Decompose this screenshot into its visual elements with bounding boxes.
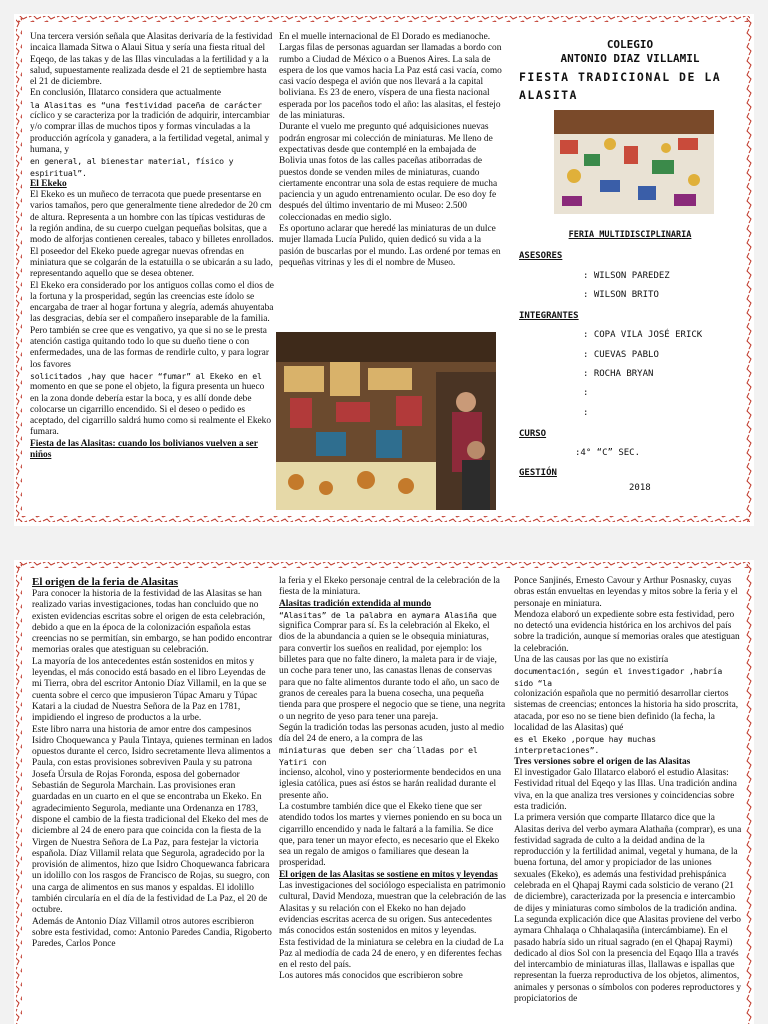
body-text: El Ekeko era considerado por los antiguos collas como el dios de la fortuna y la prosperidad, según las creencias este ídolo se encargaba de traer al hogar fortuna y alegría, además ahuyentaba las desgracias, debía ser el compañero inseparable de la familia. Pero también se cree que es vengativo, ya que si no se le presta atención castiga quitando todo lo que su dueño tiene o con enfermedades, una de las formas de rendirle culto, y para lograr los favores bbox=[30, 280, 274, 370]
course-label: CURSO bbox=[519, 428, 547, 439]
body-text: El investigador Galo Illatarco elaboró el estudio Alasitas: Festividad ritual del Eqeqo y las Illas. Una tradición andina viva, en la que analiza tres versiones y coincidencias sobre esta tradición. bbox=[514, 768, 737, 812]
body-text: Este libro narra una historia de amor entre dos campesinos Isidro Choquewanca y Paula Tintaya, quienes terminan en lados opuestos durante el cerco, Isidro secretamente lleva alimentos a Paula, con estas provisiones sobreviven Paula y su patrona Josefa Úrsula de Rojas Foronda, esposa del gobernador Sebastián de Segurola Marchain. Las provisiones eran guardadas en un cuarto en el que se encontraba un Ekeko. En agradecimiento Segurola, mediante una Ordenanza en 1783, dispone el cambio de la fiesta tradicional del Ekeko del mes de diciembre al 24 de enero para que coincida con la fiesta de la Virgen de Nuestra Señora de La Paz, para festejar la victoria española. Díaz Villamil relata que Segurola, agradecido por la provisión de alimentos, hizo que Isidro Choquewanca fabricara un idolillo con los rasgos de Francisco de Rojas, su suegro, con una carga de alimentos en sus manos y espaldas. El idolillo también circularía en el día de la festividad de La Paz, el 20 de octubre. bbox=[32, 724, 273, 916]
body-text: Los autores más conocidos que escribieron sobre bbox=[279, 971, 463, 982]
handwritten-line: documentación, según el investigador ,habría sido “la bbox=[514, 666, 723, 688]
body-text: Ponce Sanjinés, Ernesto Cavour y Arthur Posnasky, cuyas obras están envueltas en leyendas y mitos sobre la feria y el personaje en miniatura. bbox=[514, 576, 738, 609]
brochure-page-front bbox=[14, 14, 754, 526]
body-text: La segunda explicación dice que Alasitas proviene del verbo aymara Chhalaqa o Chhalaqasiña (intercámbiame). En el pasado habría sido un ritual sagrado (en el Qhapaj Raymi) dedicado al dios Sol con la presencia del Eqaqo Illa a través del intercambio de miniaturas illas, llallawas e ispallas que representan la fuerza reproductiva de los objetos, alimentos, animales y personas o símbolos con poderes reproductores y propiciatorios de bbox=[514, 914, 742, 1004]
body-text: cíclico y se caracteriza por la tradición de adquirir, intercambiar y/o comprar illas de muchos tipos y formas vinculadas a la producción agrícola y ganadera, a la fertilidad vegetal, animal y humana, y bbox=[30, 111, 270, 155]
member-name: : CUEVAS PABLO bbox=[583, 349, 659, 360]
body-text: La primera versión que comparte Illatarco dice que la Alasitas deriva del verbo aymara Alathaña (comprar), es una festividad sagrada de culto a la deidad andina de la reproducción y la fertilidad animal, vegetal y humana, de la buena fortuna, del amor y propiciador de las uniones sexuales (Ekeko), es además una festividad prehispánica celebrada en el Qhapaj Raymi cada solsticio de verano (21 de diciembre), caracterizada por la presencia e intercambio de dijes y miniaturas como símbolos de la tradición andina. bbox=[514, 813, 742, 914]
body-text: Durante el vuelo me pregunto qué adquisiciones nuevas podrán engrosar mi colección de miniaturas. Me lleno de expectativas desde que contemplé en la embajada de Bolivia unas fotos de las calles paceñas atiborradas de puestos donde se venden miles de miniaturas, cuando ciertamente encontrar una sola de estas requiere de mucha paciencia y un agudo entrenamiento ocular. De eso doy fe después del último inventario de mi Museo: 2.500 coleccionadas en medio siglo. bbox=[279, 122, 498, 223]
school-name: ANTONIO DIAZ VILLAMIL bbox=[560, 52, 700, 65]
body-text: incienso, alcohol, vino y posteriormente bendecidos en una iglesia católica, pues así éstos se harán realidad durante el presente año. bbox=[279, 768, 502, 801]
body-text: Esta festividad de la miniatura se celebra en la ciudad de La Paz al mediodía de cada 24 de enero, y en diferentes fechas en el resto del país. bbox=[279, 937, 504, 971]
handwritten-line: es el Ekeko ,porque hay muchas interpretaciones”. bbox=[514, 734, 656, 756]
school-label: COLEGIO bbox=[606, 38, 654, 51]
fair-label: FERIA MULTIDISCIPLINARIA bbox=[568, 230, 692, 240]
year-value: 2018 bbox=[629, 482, 651, 493]
document-title: FIESTA TRADICIONAL DE LA ALASITA bbox=[519, 70, 722, 102]
body-text: Es oportuno aclarar que heredé las miniaturas de un dulce mujer llamada Lucía Pulido, quien dedicó su vida a la pasión de buscarlas por el mundo. Las ordené por temas en pequeñas vitrinas y les di el nombre de Museo. bbox=[279, 224, 501, 268]
advisors-label: ASESORES bbox=[519, 251, 563, 262]
handwritten-line: solicitados ,hay que hacer “fumar” al Ekeko en el bbox=[30, 370, 262, 381]
column-1 bbox=[30, 32, 274, 518]
section-heading: Fiesta de las Alasitas: cuando los bolivianos vuelven a ser niños bbox=[30, 438, 258, 460]
body-text: significa Comprar para sí. Es la celebración al Ekeko, el dios de la abundancia a quien se le obsequia miniaturas, para convertir los sueños en realidad, por ejemplo: los billetes para que no falte dinero, la maleta para ir de viaje, un coche para tener uno, las canastas llenas de conservas para que no falte alimentos durante todo el año, un saco de granos de cereales para la buena cosecha, una pequeña tienda para que prospere el negocio que se tiene, una negrita o un negrito de yeso para tener una pareja. bbox=[279, 621, 506, 722]
member-name: : bbox=[583, 407, 589, 418]
handwritten-line: la Alasitas es “una festividad paceña de carácter bbox=[30, 99, 262, 110]
market-stall-photo bbox=[276, 332, 496, 510]
body-text: La mayoría de los antecedentes están sostenidos en mitos y leyendas, el más conocido está basado en el libro Leyendas de mi Tierra, obra del escritor Antonio Díaz Villamil, en la que se cuenta sobre el cerco que impusieron Túpac Amaru y Túpac Katari a la ciudad de Nuestra Señora de la Paz en 1781, impidiendo el ingreso de productos a la urbe. bbox=[32, 656, 267, 724]
body-text: Según la tradición todas las personas acuden, justo al medio día del 24 de enero, a la compra de las bbox=[279, 722, 504, 745]
handwritten-line: “Alasitas” de la palabra en aymara Alasiña que bbox=[279, 609, 497, 620]
member-name: : COPA VILA JOSÉ ERICK bbox=[583, 330, 703, 341]
body-text: En el muelle internacional de El Dorado es medianoche. Largas filas de personas aguardan ser llamadas a bordo con rumbo a Ciudad de México o a Buenos Aires. La sala de espera de los que vamos hacia La Paz está casi vacía, como casi vacío despega el avión que nos llevará a la capital boliviana. Es 23 de enero, víspera de una fiesta nacional esperada por los paceños todo el año: las alasitas, el festejo de las miniaturas. bbox=[279, 32, 502, 122]
management-label: GESTIÓN bbox=[519, 467, 557, 478]
course-value: :4° “C” SEC. bbox=[575, 448, 641, 459]
body-text: Una de las causas por las que no existiría bbox=[514, 655, 669, 666]
section-heading: El origen de la feria de Alasitas bbox=[32, 576, 179, 588]
body-text: momento en que se pone el objeto, la figura presenta un hueco en la zona donde debería estar la boca, y es allí donde debe colocarse un cigarrillo encendido. Si el deseo o pedido es aceptado, del cigarrillo saldrá humo como si realmente el Ekeko fumara. bbox=[30, 382, 272, 438]
body-text: Para conocer la historia de la festividad de las Alasitas se han realizado varias investigaciones, todas han concluido que no existen evidencias escritas sobre el origen de esta celebración, debido a que en la época de la colonización española estas creencias no se permitían, sin embargo, se han podido encontrar memorias orales que atestiguan su celebración. bbox=[32, 589, 273, 656]
body-text: El Ekeko es un muñeco de terracota que puede presentarse en varios tamaños, pero que generalmente tiene alrededor de 20 cm de altura. Representa a un hombre con las típicas vestiduras de la región andina, de su cuerpo cuelgan pequeñas bolsitas, que a modo de alforjas contienen cereales, tabaco y billetes enrollados. El poseedor del Ekeko puede agregar nuevas ofrendas en miniatura que se colgarán de la estatuilla o se ubicarán a su lado, representando aquello que se desea obtener. bbox=[30, 190, 274, 280]
column-1 bbox=[32, 576, 274, 1024]
cover-details bbox=[519, 230, 741, 520]
handwritten-line: en general, al bienestar material, físico y espiritual”. bbox=[30, 156, 234, 178]
advisor-name: : WILSON BRITO bbox=[583, 289, 659, 300]
member-name: : ROCHA BRYAN bbox=[583, 369, 654, 380]
handwritten-line: miniaturas que deben ser cha´lladas por el Yatiri con bbox=[279, 745, 478, 767]
body-text: Mendoza elaboró un expediente sobre esta festividad, pero no detectó una evidencia histórica en los archivos del país sobre la tradición, aunque sí memorias orales que atestiguan la celebración. bbox=[514, 609, 740, 654]
body-text: En conclusión, Illatarco considera que actualmente bbox=[30, 88, 222, 99]
body-text: Una tercera versión señala que Alasitas derivaría de la festividad incaica llamada Sitwa o Alaui Situa y sería una fiesta ritual del Eqeqo, de las takas y de las Illas vinculadas a la fertilidad y a la salud, supuestamente realizada desde el 21 de septiembre hasta el 21 de diciembre. bbox=[30, 32, 273, 88]
column-2 bbox=[279, 576, 507, 1024]
body-text: Las investigaciones del sociólogo especialista en patrimonio cultural, David Mendoza, muestran que la celebración de las Alasitas y su relación con el Ekeko no han dejado evidencias escritas acerca de su origen. Sus antecedentes más conocidos están sostenidos en mitos y leyendas. bbox=[279, 881, 506, 937]
miniatures-photo bbox=[554, 110, 714, 214]
brochure-page-inside bbox=[14, 560, 754, 1024]
section-heading: Alasitas tradición extendida al mundo bbox=[279, 598, 432, 609]
body-text: la feria y el Ekeko personaje central de la celebración de la fiesta de la miniatura. bbox=[279, 576, 500, 598]
section-heading: Tres versiones sobre el origen de las Alasitas bbox=[514, 756, 691, 767]
body-text: colonización española que no permitió desarrollar ciertos sistemas de creencias; entonces la historia ha sido proscrita, atacada, por eso no se tiene bien definido (la fecha, la localidad de las Alasitas) qué bbox=[514, 688, 739, 733]
column-2 bbox=[279, 32, 504, 332]
member-name: : bbox=[583, 388, 589, 399]
members-label: INTEGRANTES bbox=[519, 311, 579, 322]
body-text: La costumbre también dice que el Ekeko tiene que ser atendido todos los martes y viernes poniendo en su boca un cigarrillo encendido y nada le faltará a la familia. Se dice que, para tener un mayor efecto, es necesario que el Ekeko sea un regalo de amigos o familiares que desean la prosperidad. bbox=[279, 801, 502, 869]
section-heading: El Ekeko bbox=[30, 178, 67, 189]
advisor-name: : WILSON PAREDEZ bbox=[583, 270, 670, 281]
body-text: Además de Antonio Díaz Villamil otros autores escribieron sobre esta festividad, como: Antonio Paredes Candia, Rigoberto Paredes, Carlos Ponce bbox=[32, 916, 272, 950]
column-3 bbox=[514, 576, 744, 1024]
section-heading: El origen de las Alasitas se sostiene en mitos y leyendas bbox=[279, 869, 498, 880]
